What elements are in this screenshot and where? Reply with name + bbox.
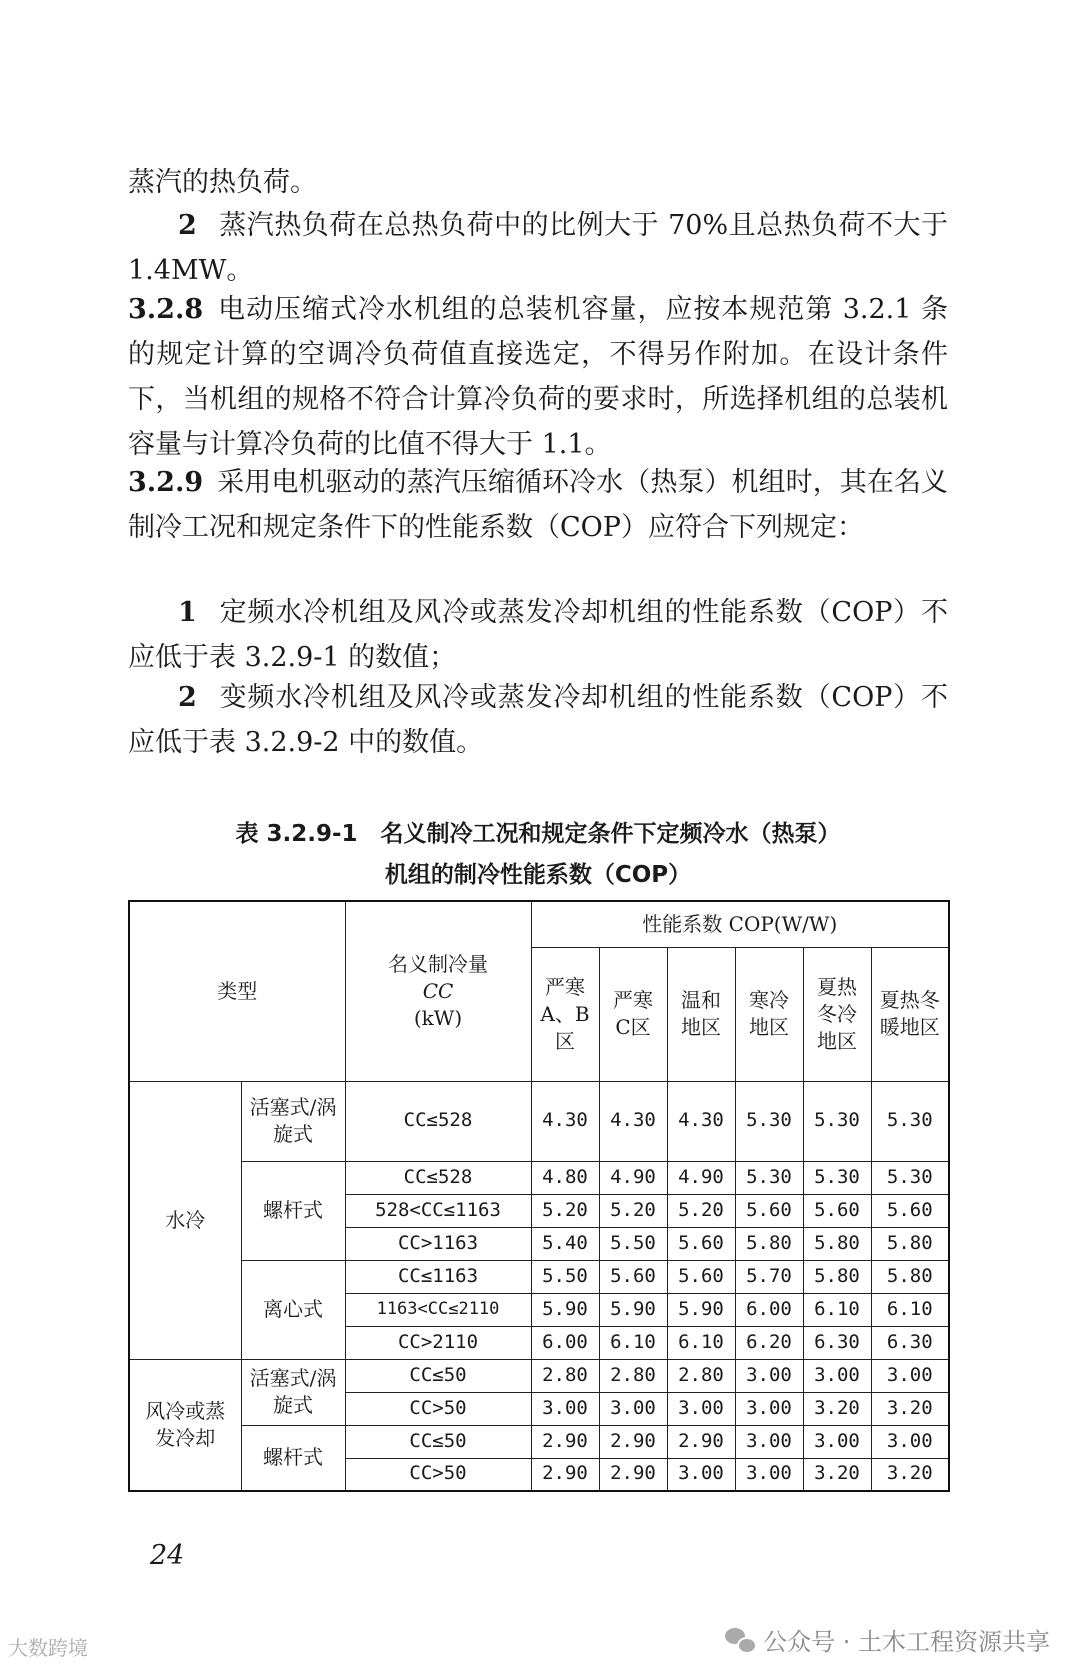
cop-cell: 5.30 (803, 1081, 871, 1161)
cop-cell: 6.00 (531, 1326, 599, 1359)
cop-cell: 2.90 (531, 1458, 599, 1491)
group-air: 风冷或蒸发冷却 (129, 1359, 241, 1491)
cop-cell: 2.90 (599, 1425, 667, 1458)
cop-cell: 4.90 (667, 1161, 735, 1194)
cop-cell: 6.20 (735, 1326, 803, 1359)
cop-cell: 5.70 (735, 1260, 803, 1293)
capacity-header-unit: (kW) (413, 1005, 463, 1030)
cop-cell: 5.60 (803, 1194, 871, 1227)
cop-cell: 5.50 (599, 1227, 667, 1260)
subtype-piston-water: 活塞式/涡旋式 (241, 1081, 345, 1161)
cop-cell: 4.90 (599, 1161, 667, 1194)
zone-header: 严寒A、B区 (531, 947, 599, 1081)
subtype-piston-air: 活塞式/涡旋式 (241, 1359, 345, 1425)
cop-cell: 4.30 (531, 1081, 599, 1161)
capacity-cell: CC≤1163 (345, 1260, 531, 1293)
cop-cell: 4.80 (531, 1161, 599, 1194)
cop-cell: 3.00 (735, 1392, 803, 1425)
cop-cell: 2.80 (531, 1359, 599, 1392)
capacity-cell: CC≤528 (345, 1161, 531, 1194)
cop-cell: 6.30 (803, 1326, 871, 1359)
cop-cell: 5.20 (667, 1194, 735, 1227)
zone-header: 夏热冬暖地区 (871, 947, 949, 1081)
cop-cell: 6.10 (599, 1326, 667, 1359)
cop-cell: 6.30 (871, 1326, 949, 1359)
item-2-number: 2 (178, 682, 197, 713)
cop-cell: 5.20 (531, 1194, 599, 1227)
item-1 (128, 590, 948, 680)
capacity-cell: CC≤528 (345, 1081, 531, 1161)
cop-cell: 5.60 (667, 1260, 735, 1293)
para-2-text: 蒸汽热负荷在总热负荷中的比例大于 70%且总热负荷不大于 1.4MW。 (128, 210, 948, 286)
cop-cell: 5.60 (599, 1260, 667, 1293)
cop-cell: 3.00 (667, 1392, 735, 1425)
table-row (129, 1425, 949, 1458)
cop-cell: 3.00 (871, 1359, 949, 1392)
cop-cell: 5.80 (871, 1227, 949, 1260)
capacity-cell: CC>50 (345, 1458, 531, 1491)
type-header: 类型 (129, 901, 345, 1081)
cop-cell: 3.20 (803, 1392, 871, 1425)
cop-cell: 5.30 (735, 1161, 803, 1194)
cop-cell: 4.30 (599, 1081, 667, 1161)
cop-cell: 5.30 (871, 1161, 949, 1194)
zone-header: 寒冷地区 (735, 947, 803, 1081)
cop-cell: 2.90 (531, 1425, 599, 1458)
cop-cell: 5.90 (599, 1293, 667, 1326)
para-2 (128, 203, 948, 293)
capacity-cell: 528<CC≤1163 (345, 1194, 531, 1227)
cop-cell: 5.90 (667, 1293, 735, 1326)
zone-header: 夏热冬冷地区 (803, 947, 871, 1081)
cop-cell: 5.50 (531, 1260, 599, 1293)
cop-cell: 3.00 (735, 1425, 803, 1458)
cop-cell: 3.00 (803, 1359, 871, 1392)
cop-cell: 4.30 (667, 1081, 735, 1161)
capacity-cell: CC≤50 (345, 1425, 531, 1458)
clause-3-2-9-number: 3.2.9 (128, 467, 204, 498)
capacity-header-label: 名义制冷量 (388, 951, 488, 976)
item-2-text: 变频水冷机组及风冷或蒸发冷却机组的性能系数（COP）不应低于表 3.2.9-2 中的数值。 (128, 682, 948, 758)
cop-cell: 5.30 (735, 1081, 803, 1161)
cop-cell: 6.10 (871, 1293, 949, 1326)
cop-cell: 3.00 (667, 1458, 735, 1491)
table-row (129, 1161, 949, 1194)
cop-cell: 2.90 (599, 1458, 667, 1491)
capacity-cell: 1163<CC≤2110 (345, 1293, 531, 1326)
clause-3-2-8-number: 3.2.8 (128, 294, 204, 325)
table-caption-line-2: 机组的制冷性能系数（COP） (384, 862, 692, 888)
cop-cell: 3.00 (735, 1458, 803, 1491)
cop-cell: 3.00 (803, 1425, 871, 1458)
cop-cell: 6.00 (735, 1293, 803, 1326)
cop-cell: 2.80 (667, 1359, 735, 1392)
capacity-header-symbol: CC (422, 978, 454, 1003)
zone-header: 温和地区 (667, 947, 735, 1081)
wechat-icon (725, 1628, 755, 1652)
table-row (129, 1359, 949, 1392)
clause-3-2-8-text: 电动压缩式冷水机组的总装机容量，应按本规范第 3.2.1 条的规定计算的空调冷负荷值直接选定，不得另作附加。在设计条件下，当机组的规格不符合计算冷负荷的要求时，所选择机组的总装机容量与计算冷负荷的比值不得大于 1.1。 (128, 294, 948, 460)
cop-cell: 6.10 (803, 1293, 871, 1326)
watermark-wechat (725, 1622, 1050, 1657)
item-1-text: 定频水冷机组及风冷或蒸发冷却机组的性能系数（COP）不应低于表 3.2.9-1 的数值； (128, 597, 948, 673)
cop-cell: 5.30 (871, 1081, 949, 1161)
cop-header: 性能系数 COP(W/W) (531, 901, 949, 947)
cop-cell: 5.20 (599, 1194, 667, 1227)
clause-3-2-9 (128, 460, 948, 550)
cop-cell: 5.40 (531, 1227, 599, 1260)
cop-cell: 2.80 (599, 1359, 667, 1392)
capacity-header (345, 901, 531, 1081)
item-2 (128, 675, 948, 765)
para-1-text: 蒸汽的热负荷。 (128, 167, 317, 198)
page-number: 24 (150, 1540, 185, 1571)
watermark-wechat-text: 公众号 · 土木工程资源共享 (763, 1628, 1050, 1656)
item-1-number: 1 (178, 597, 197, 628)
subtype-screw-water: 螺杆式 (241, 1161, 345, 1260)
group-water: 水冷 (129, 1081, 241, 1359)
cop-cell: 3.20 (871, 1458, 949, 1491)
capacity-cell: CC>1163 (345, 1227, 531, 1260)
cop-cell: 3.00 (531, 1392, 599, 1425)
watermark-left: 大数跨境 (8, 1636, 88, 1660)
clause-3-2-9-text: 采用电机驱动的蒸汽压缩循环冷水（热泵）机组时，其在名义制冷工况和规定条件下的性能系数（COP）应符合下列规定： (128, 467, 948, 543)
cop-cell: 3.00 (735, 1359, 803, 1392)
cop-cell: 2.90 (667, 1425, 735, 1458)
cop-cell: 6.10 (667, 1326, 735, 1359)
table-row (129, 1260, 949, 1293)
table-caption-line-1: 表 3.2.9-1 名义制冷工况和规定条件下定频冷水（热泵） (235, 821, 841, 847)
zone-header: 严寒C区 (599, 947, 667, 1081)
para-1 (128, 160, 948, 205)
cop-table (128, 900, 950, 1492)
cop-cell: 5.60 (667, 1227, 735, 1260)
para-2-number: 2 (178, 210, 197, 241)
capacity-cell: CC>2110 (345, 1326, 531, 1359)
cop-cell: 5.60 (871, 1194, 949, 1227)
cop-cell: 3.00 (599, 1392, 667, 1425)
subtype-centrifugal: 离心式 (241, 1260, 345, 1359)
cop-cell: 3.20 (803, 1458, 871, 1491)
cop-cell: 5.80 (871, 1260, 949, 1293)
cop-cell: 5.90 (531, 1293, 599, 1326)
cop-cell: 5.80 (803, 1227, 871, 1260)
cop-cell: 5.30 (803, 1161, 871, 1194)
subtype-screw-air: 螺杆式 (241, 1425, 345, 1491)
cop-cell: 5.80 (735, 1227, 803, 1260)
cop-cell: 3.00 (871, 1425, 949, 1458)
cop-cell: 5.60 (735, 1194, 803, 1227)
table-row (129, 1081, 949, 1161)
capacity-cell: CC>50 (345, 1392, 531, 1425)
clause-3-2-8 (128, 287, 948, 467)
capacity-cell: CC≤50 (345, 1359, 531, 1392)
cop-cell: 5.80 (803, 1260, 871, 1293)
cop-cell: 3.20 (871, 1392, 949, 1425)
